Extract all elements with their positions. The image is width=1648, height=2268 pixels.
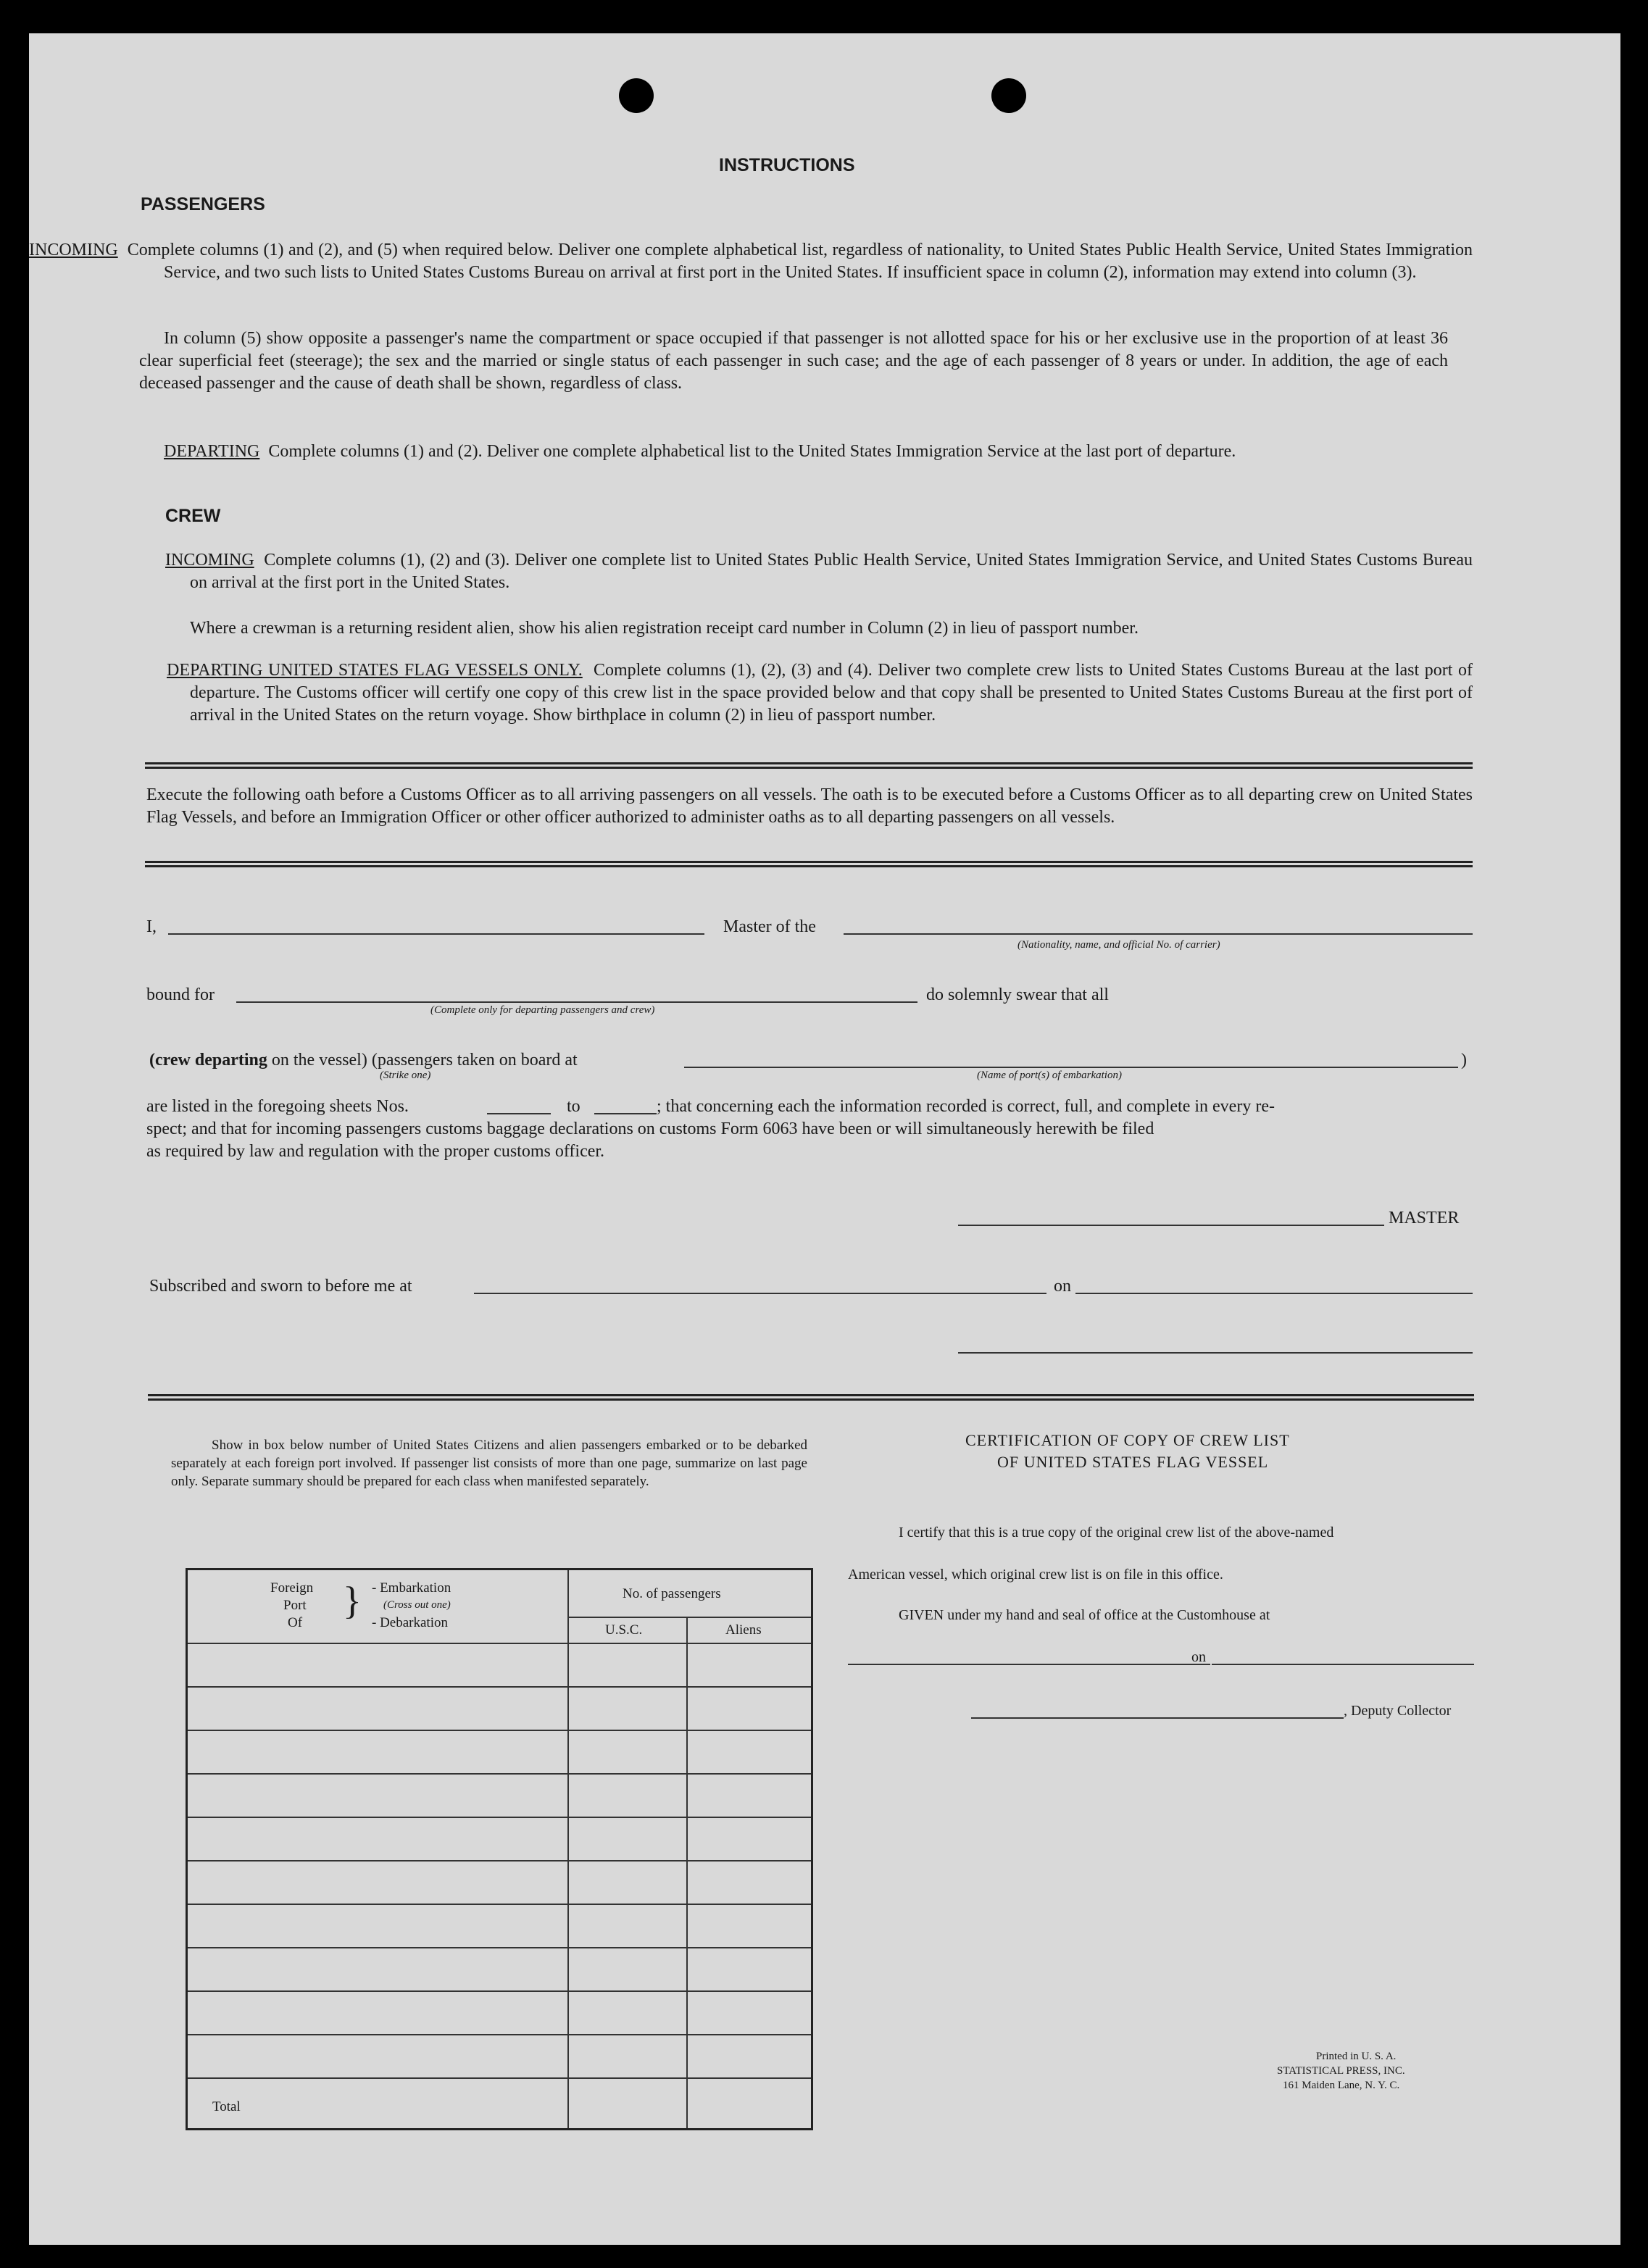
listed-line-3: as required by law and regulation with the proper customs officer.: [146, 1142, 605, 1161]
officer-signature-field[interactable]: [958, 1352, 1473, 1354]
divider-3: [148, 1394, 1474, 1401]
departing-text: Complete columns (1) and (2). Deliver one complete alphabetical list to the United States Immigration Service at the last port of departure.: [268, 442, 1236, 461]
customhouse-field[interactable]: [848, 1664, 1210, 1665]
summary-intro: Show in box below number of United States Citizens and alien passengers embarked or to be debarked separately at each foreign port involved. If passenger list consists of more than one page, summarize on last page only. Separate summary should be prepared for each class when manifested separately.: [171, 1438, 807, 1489]
punch-hole-right: [991, 78, 1026, 113]
printer-line-1: Printed in U. S. A.: [1316, 2051, 1397, 2062]
port-embarkation-field[interactable]: [684, 1067, 1458, 1068]
listed-line-2: spect; and that for incoming passengers customs baggage declarations on customs Form 6063 have been or will simultaneously herewith be filed: [146, 1120, 1154, 1138]
aliens-header: Aliens: [725, 1622, 762, 1638]
i-label: I,: [146, 917, 157, 936]
departing-label: DEPARTING: [164, 442, 260, 461]
column5-paragraph: In column (5) show opposite a passenger's name the compartment or space occupied if that passenger is not allotted space for his or her exclusive use in the proportion of at least 36 clear superficial feet (steerage); the sex and the married or single status of each passenger in such case; and the age of each passenger of 8 years or under. In addition, the age of each deceased passenger and the cause of death shall be shown, regardless of class.: [139, 329, 1448, 393]
master-label: MASTER: [1389, 1209, 1460, 1227]
crew-incoming-paragraph: [165, 549, 1473, 594]
to-label: to: [567, 1097, 580, 1116]
certification-title-2: OF UNITED STATES FLAG VESSEL: [997, 1453, 1269, 1471]
given-text: GIVEN under my hand and seal of office at the Customhouse at: [899, 1607, 1270, 1623]
certify-line-1: I certify that this is a true copy of the original crew list of the above-named: [899, 1525, 1334, 1541]
cert-date-field[interactable]: [1212, 1664, 1474, 1665]
total-label: Total: [212, 2099, 241, 2114]
master-signature-field[interactable]: [958, 1225, 1384, 1226]
passengers-departing-paragraph: [164, 441, 1473, 463]
strike-one-caption: (Strike one): [380, 1070, 431, 1081]
deputy-collector-label: , Deputy Collector: [1344, 1703, 1452, 1719]
crew-departing-option: [149, 1049, 578, 1072]
usc-header: U.S.C.: [605, 1622, 643, 1638]
nationality-caption: (Nationality, name, and official No. of carrier): [1017, 939, 1220, 951]
crew-incoming-text: Complete columns (1), (2) and (3). Deliver one complete list to United States Public Health Service, United States Immigration Service, and United States Customs Bureau on arrival at the first port in the United States.: [190, 551, 1473, 592]
crew-heading: CREW: [165, 506, 221, 526]
crew-incoming-label: INCOMING: [165, 551, 254, 570]
subscribed-date-field[interactable]: [1075, 1293, 1473, 1294]
foreign-label: Foreign: [270, 1580, 314, 1596]
form-sheet: [29, 33, 1620, 2245]
listed-suffix: ; that concerning each the information recorded is correct, full, and complete in every re-: [657, 1097, 1275, 1116]
do-solemnly-label: do solemnly swear that all: [926, 985, 1109, 1004]
on-vessel-text: on the vessel) (passengers taken on board at: [271, 1051, 578, 1070]
incoming-text: Complete columns (1) and (2), and (5) when required below. Deliver one complete alphabetical list, regardless of nationality, to United States Public Health Service, United States Immigration Service, and two such lists to United States Customs Bureau on arrival at first port in the United States. If insufficient space in column (2), information may extend into column (3).: [127, 241, 1473, 282]
certification-title-1: CERTIFICATION OF COPY OF CREW LIST: [965, 1431, 1290, 1449]
name-ports-caption: (Name of port(s) of embarkation): [977, 1070, 1122, 1081]
certify-line-2: American vessel, which original crew list is on file in this office.: [848, 1567, 1223, 1583]
cert-on-label: on: [1191, 1649, 1206, 1665]
instructions-title: INSTRUCTIONS: [719, 155, 855, 175]
embarkation-label: - Embarkation: [372, 1580, 451, 1596]
listed-line-1: [146, 1096, 409, 1118]
passengers-heading: PASSENGERS: [141, 194, 265, 214]
divider-1: [145, 762, 1473, 769]
crew-departing-label: DEPARTING UNITED STATES FLAG VESSELS ONLY.: [167, 661, 583, 680]
printer-line-3: 161 Maiden Lane, N. Y. C.: [1283, 2080, 1400, 2091]
passenger-summary-table: [186, 1568, 813, 2130]
crewman-paragraph: Where a crewman is a returning resident alien, show his alien registration receipt card number in Column (2) in lieu of passport number.: [190, 619, 1139, 638]
listed-prefix: are listed in the foregoing sheets Nos.: [146, 1097, 409, 1116]
no-passengers-header: No. of passengers: [623, 1586, 721, 1601]
crew-departing-paragraph: [167, 659, 1473, 727]
bound-for-label: bound for: [146, 985, 215, 1004]
close-paren: ): [1461, 1051, 1467, 1070]
of-label: Of: [288, 1615, 303, 1630]
debarkation-label: - Debarkation: [372, 1615, 448, 1630]
subscribed-on-label: on: [1054, 1277, 1071, 1296]
execute-oath-paragraph: Execute the following oath before a Customs Officer as to all arriving passengers on all vessels. The oath is to be executed before a Customs Officer as to all departing crew on United States Flag Vessels, and before an Immigration Officer or other officer authorized to administer oaths as to all departing passengers on all vessels.: [146, 785, 1473, 827]
crew-departing-text: Complete columns (1), (2), (3) and (4). Deliver two complete crew lists to United States Customs Bureau at the last port of departure. The Customs officer will certify one copy of this crew list in the space provided below and that copy shall be presented to United States Customs Bureau at the first port of arrival in the United States on the return voyage. Show birthplace in column (2) in lieu of passport number.: [190, 661, 1473, 725]
master-name-field[interactable]: [168, 933, 704, 935]
port-label: Port: [283, 1598, 307, 1613]
crew-departing-bold: (crew departing: [149, 1051, 267, 1070]
brace-icon: }: [343, 1579, 362, 1622]
sheet-from-field[interactable]: [487, 1113, 551, 1114]
sheet-to-field[interactable]: [594, 1113, 657, 1114]
deputy-signature-field[interactable]: [971, 1717, 1344, 1719]
cross-out-caption: (Cross out one): [383, 1599, 451, 1611]
bound-for-field[interactable]: [236, 1001, 917, 1003]
complete-only-caption: (Complete only for departing passengers and crew): [430, 1004, 655, 1016]
passengers-incoming-paragraph: [29, 239, 1473, 284]
subscribed-place-field[interactable]: [474, 1293, 1046, 1294]
printer-line-2: STATISTICAL PRESS, INC.: [1277, 2065, 1405, 2077]
carrier-field[interactable]: [844, 933, 1473, 935]
punch-hole-left: [619, 78, 654, 113]
incoming-label: INCOMING: [29, 241, 118, 259]
subscribed-label: Subscribed and sworn to before me at: [149, 1277, 412, 1296]
divider-2: [145, 861, 1473, 867]
master-of-the-label: Master of the: [723, 917, 816, 936]
